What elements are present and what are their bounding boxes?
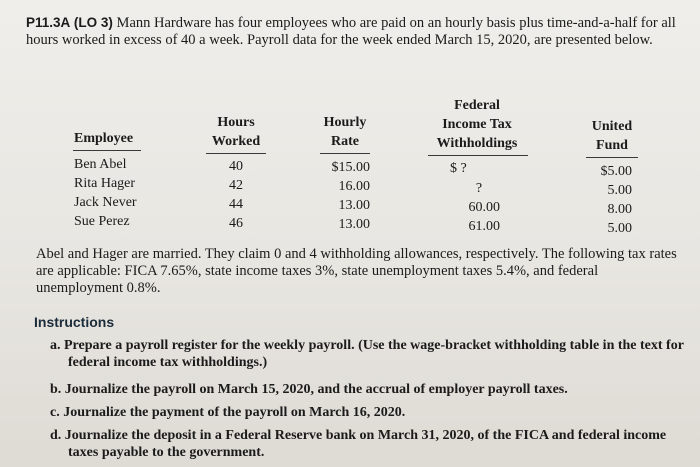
header-fed-line1: Federal: [454, 98, 500, 113]
header-rule-employee: [73, 150, 141, 151]
cell-rate: 16.00: [338, 179, 370, 194]
header-rule-rate: [320, 153, 370, 154]
header-rate-line1: Hourly: [323, 115, 367, 130]
cell-employee: Sue Perez: [74, 214, 130, 229]
cell-employee: Rita Hager: [74, 176, 136, 191]
header-rule-hours: [206, 153, 266, 154]
cell-rate: $15.00: [331, 160, 370, 175]
header-employee: Employee: [74, 131, 134, 146]
cell-fed: ?: [475, 181, 483, 196]
header-hours-line1: Hours: [217, 115, 255, 130]
cell-rate: 13.00: [338, 217, 370, 232]
instruction-item: [50, 381, 680, 398]
problem-id: P11.3A: [26, 15, 71, 30]
cell-fund: 5.00: [607, 183, 632, 198]
instruction-label: b.: [50, 382, 62, 397]
instruction-label: d.: [50, 428, 62, 443]
header-fed-line3: Withholdings: [436, 136, 518, 151]
header-fed-line2: Income Tax: [442, 117, 512, 132]
instructions-title: Instructions: [34, 314, 115, 330]
instruction-text: Journalize the payroll on March 15, 2020, and the accrual of employer payroll taxes.: [64, 382, 568, 397]
cell-rate: 13.00: [338, 198, 370, 213]
cell-employee: Ben Abel: [74, 157, 127, 172]
header-rule-fed: [428, 155, 528, 156]
instruction-text: Journalize the payment of the payroll on March 16, 2020.: [63, 405, 406, 420]
instruction-label: c.: [50, 405, 60, 420]
cell-hours: 42: [229, 178, 243, 193]
instruction-label: a.: [50, 338, 61, 353]
cell-fed: 61.00: [468, 219, 500, 234]
instruction-text: Journalize the deposit in a Federal Reserve bank on March 31, 2020, of the FICA and federal income taxes payable to the government.: [64, 428, 667, 460]
header-rule-fund: [586, 157, 638, 158]
header-fund-line2: Fund: [596, 138, 628, 153]
header-fund-line1: United: [591, 119, 633, 134]
cell-employee: Jack Never: [74, 195, 137, 210]
cell-fund: 8.00: [607, 202, 632, 217]
cell-fund: $5.00: [600, 164, 632, 179]
cell-fed: $ ?: [450, 161, 467, 176]
problem-text: Mann Hardware has four employees who are paid on an hourly basis plus time-and-a-half for all hours worked in excess of 40 a week. Payroll data for the week ended March 15, 2020, are presented below.: [26, 15, 676, 48]
cell-hours: 46: [229, 216, 243, 231]
cell-fed: 60.00: [468, 200, 500, 215]
cell-fund: 5.00: [607, 221, 632, 236]
instruction-text: Prepare a payroll register for the weekly payroll. (Use the wage-bracket withholding table in the text for federal income tax withholdings.): [64, 338, 684, 370]
cell-hours: 44: [229, 197, 243, 212]
header-hours-line2: Worked: [211, 134, 261, 149]
problem-intro: [26, 14, 684, 49]
assumptions-paragraph: Abel and Hager are married. They claim 0 and 4 withholding allowances, respectively. The following tax rates are applicable: FICA 7.65%, state income taxes 3%, state unemployment taxes 5.4%, and federal unemployment 0.8%.: [36, 246, 677, 296]
cell-hours: 40: [229, 159, 243, 174]
instruction-item: [50, 404, 680, 421]
header-rate-line2: Rate: [331, 134, 359, 149]
instruction-item: [50, 337, 698, 371]
instruction-item: [50, 427, 698, 461]
learning-objective: (LO 3): [73, 15, 113, 30]
